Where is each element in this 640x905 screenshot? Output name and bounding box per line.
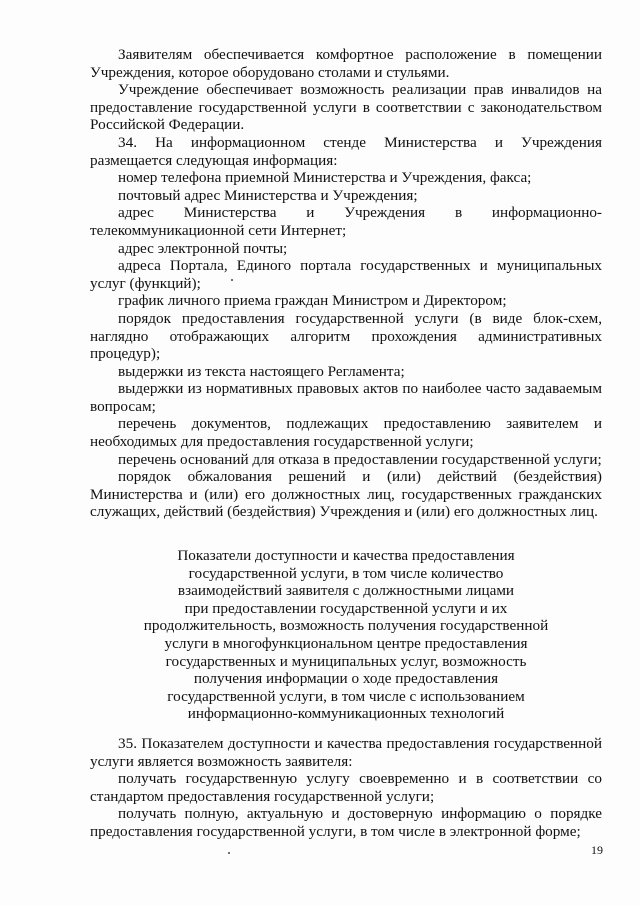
heading-line: получения информации о ходе предоставления (193, 670, 499, 688)
section-heading (90, 547, 602, 723)
body-text-top (90, 46, 602, 521)
list-item: получать полную, актуальную и достоверную информацию о порядке предоставления государственной услуги, в том числе в электронной форме; (90, 805, 602, 840)
list-item: почтовый адрес Министерства и Учреждения; (118, 186, 418, 204)
list-item: перечень оснований для отказа в предоставлении государственной услуги; (118, 450, 602, 468)
heading-line: государственной услуги, в том числе с использованием (167, 687, 525, 705)
heading-line: информационно-коммуникационных технологий (187, 705, 505, 723)
list-item: перечень документов, подлежащих предоставлению заявителем и необходимых для предоставления государственной услуги; (90, 415, 602, 451)
heading-line: Показатели доступности и качества предоставления (177, 547, 515, 564)
list-item: номер телефона приемной Министерства и Учреждения, факса; (118, 169, 532, 187)
paragraph: Учреждение обеспечивает возможность реализации прав инвалидов на предоставление государственной услуги в соответствии с законодательством Российской Федерации. (90, 81, 602, 134)
list-item: график личного приема граждан Министром и Директором; (118, 292, 507, 310)
heading-line: продолжительность, возможность получения государственной (143, 617, 549, 635)
list-item: адрес Министерства и Учреждения в информационно-телекоммуникационной сети Интернет; (90, 204, 602, 239)
scan-speck (228, 852, 230, 854)
list-item: порядок предоставления государственной услуги (в виде блок-схем, наглядно отображающих алгоритм прохождения административных процедур); (90, 309, 602, 363)
heading-line: услуги в многофункциональном центре предоставления (164, 634, 528, 652)
heading-line: государственных и муниципальных услуг, возможность (165, 652, 527, 670)
list-item: выдержки из текста настоящего Регламента; (118, 362, 405, 380)
body-text-bottom (90, 735, 602, 841)
list-item: порядок обжалования решений и (или) действий (бездействия) Министерства и (или) его должностных лиц, государственных гражданских служащих, действий (бездействия) Учреждения и (или) его должностных лиц. (90, 468, 602, 521)
heading-line: при предоставлении государственной услуги и их (184, 599, 508, 617)
list-item: адрес электронной почты; (118, 239, 288, 257)
list-item: получать государственную услугу своевременно и в соответствии со стандартом предоставления государственной услуги; (90, 770, 602, 805)
page-number: 19 (591, 843, 603, 857)
paragraph: Заявителям обеспечивается комфортное расположение в помещении Учреждения, которое оборудовано столами и стульями. (90, 46, 602, 81)
paragraph: 35. Показателем доступности и качества предоставления государственной услуги является возможность заявителя: (90, 735, 602, 770)
paragraph: 34. На информационном стенде Министерства и Учреждения размещается следующая информация: (90, 133, 602, 169)
heading-line: государственной услуги, в том числе количество (188, 564, 504, 582)
heading-line: взаимодействий заявителя с должностными лицами (177, 582, 515, 600)
scan-speck (231, 279, 233, 281)
list-item: выдержки из нормативных правовых актов по наиболее часто задаваемым вопросам; (90, 380, 602, 415)
list-item: адреса Портала, Единого портала государственных и муниципальных услуг (функций); (90, 257, 602, 292)
